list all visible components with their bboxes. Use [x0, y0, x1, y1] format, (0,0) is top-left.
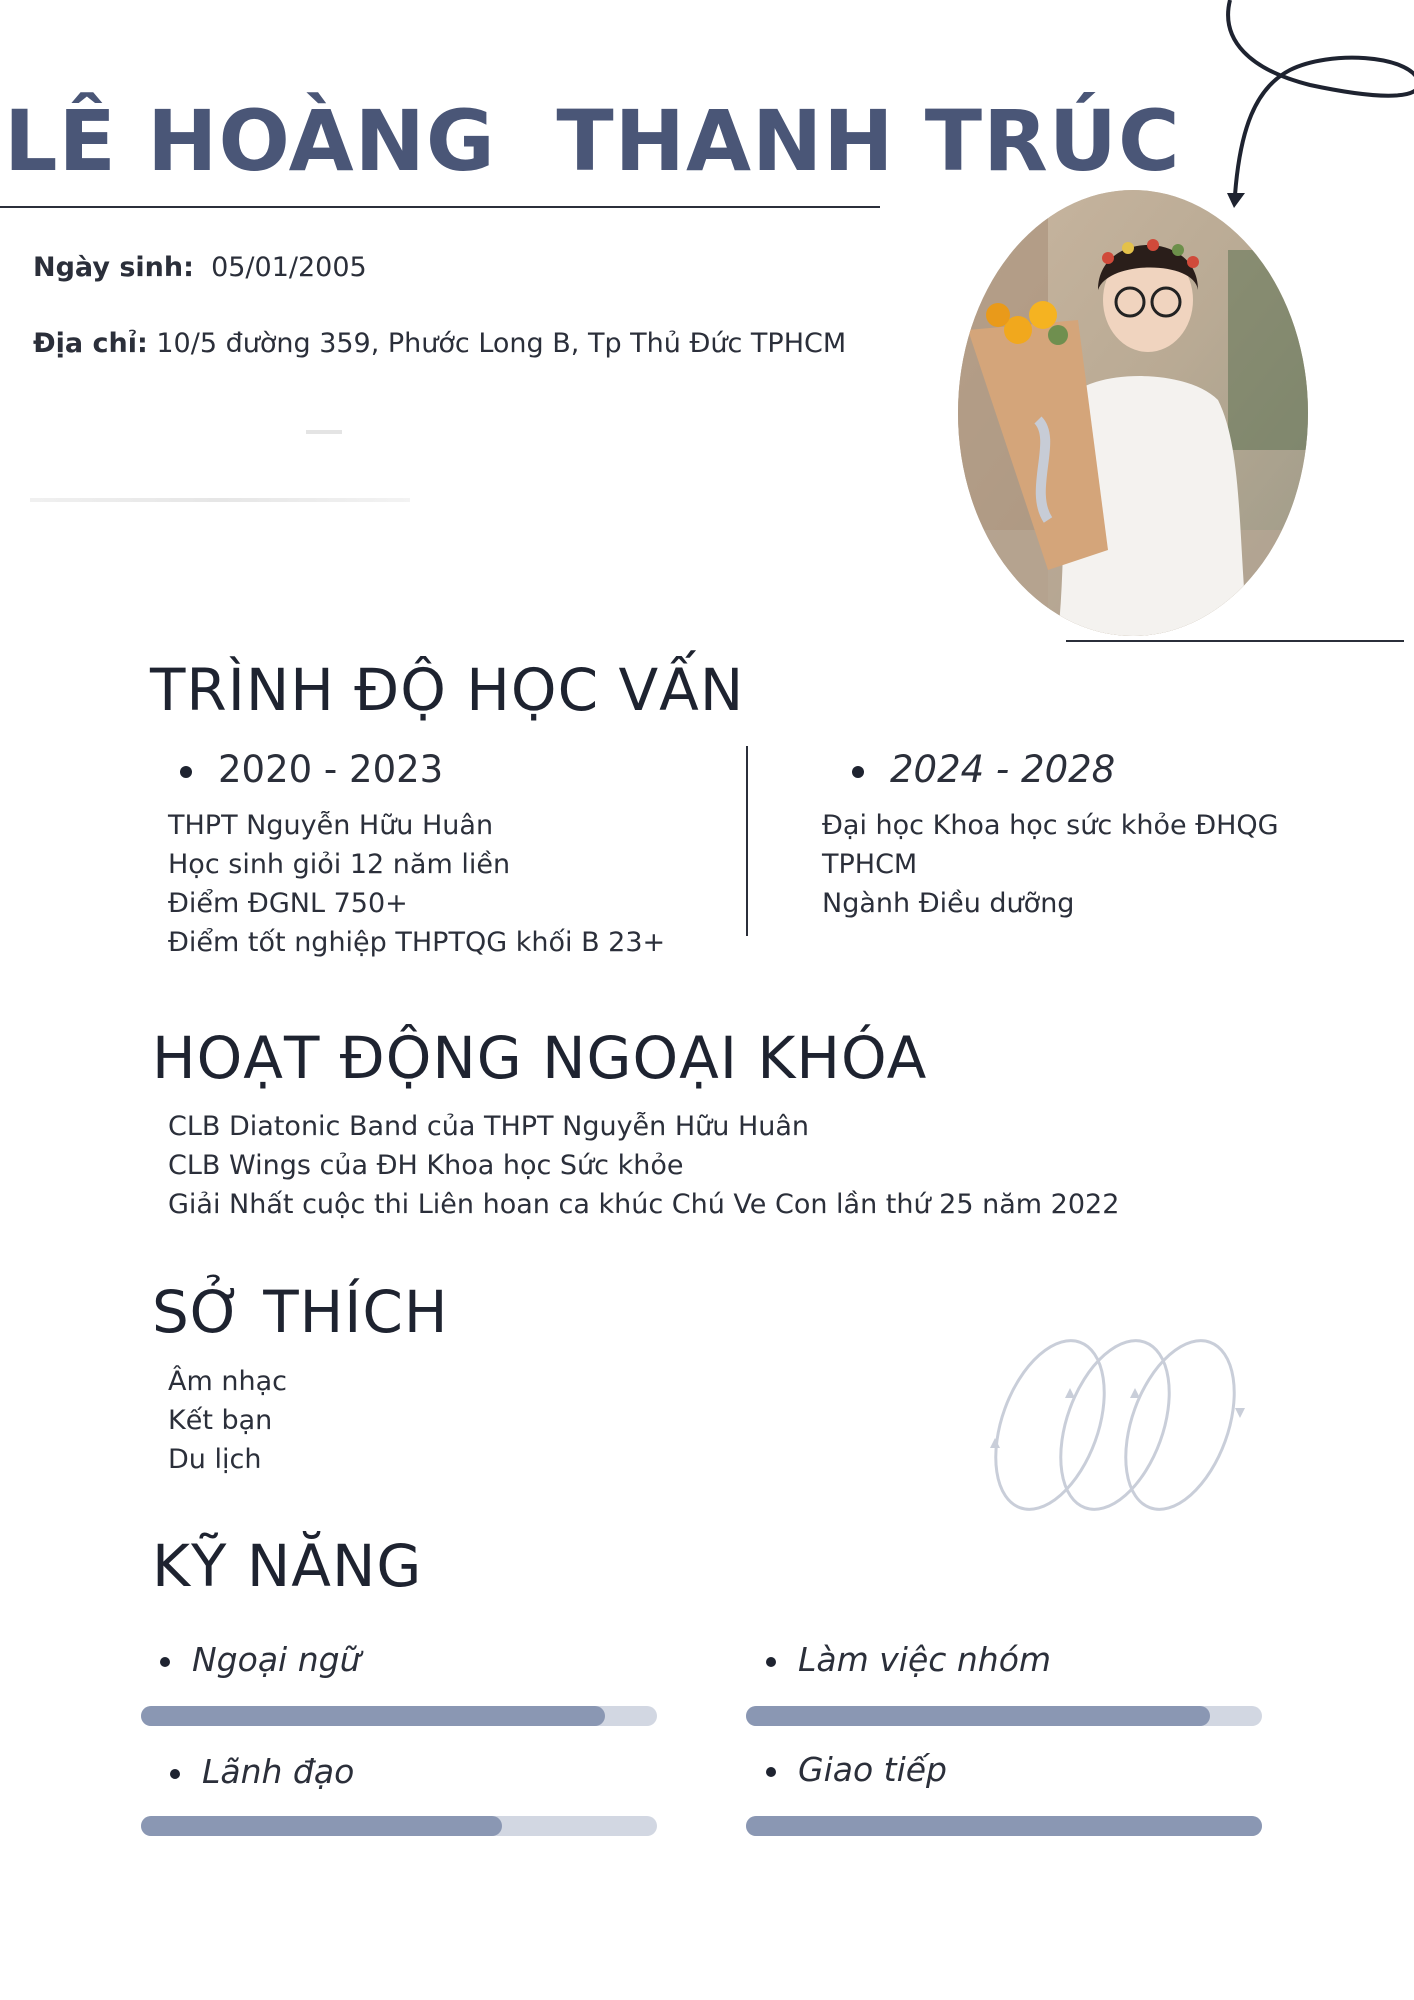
- skill-label: Ngoại ngữ: [192, 1640, 361, 1679]
- education-right-years: [852, 748, 1115, 791]
- redacted-line: [30, 498, 410, 502]
- detail-line: Ngành Điều dưỡng: [822, 888, 1075, 919]
- photo-underline: [1066, 640, 1404, 642]
- skill-bar-track: [746, 1816, 1262, 1836]
- education-title: TRÌNH ĐỘ HỌC VẤN: [150, 656, 745, 724]
- address-value: 10/5 đường 359, Phước Long B, Tp Thủ Đức TPHCM: [156, 328, 847, 359]
- skill-label: Lãnh đạo: [202, 1752, 355, 1791]
- bullet-icon: [160, 1657, 170, 1667]
- bullet-icon: [852, 766, 864, 778]
- skill-communication: [766, 1750, 947, 1789]
- skill-foreign-language: [160, 1640, 360, 1679]
- years-text: 2020 - 2023: [218, 748, 444, 791]
- detail-line: Điểm tốt nghiệp THPTQG khối B 23+: [168, 927, 666, 958]
- address-label: Địa chỉ:: [33, 328, 148, 359]
- address-row: [33, 328, 846, 359]
- person-name: LÊ HOÀNG THANH TRÚC: [4, 92, 1181, 190]
- activity-line: CLB Diatonic Band của THPT Nguyễn Hữu Huân: [168, 1111, 810, 1142]
- redacted-line: [306, 430, 342, 434]
- hobby-line: Kết bạn: [168, 1405, 273, 1436]
- skill-bar-fill: [141, 1816, 502, 1836]
- skill-label: Giao tiếp: [798, 1750, 947, 1789]
- detail-line: Điểm ĐGNL 750+: [168, 888, 408, 919]
- decorative-loop-arrow: [1150, 0, 1414, 210]
- bullet-icon: [180, 766, 192, 778]
- skill-bar-fill: [746, 1816, 1262, 1836]
- education-left-years: [180, 748, 443, 791]
- skills-title: KỸ NĂNG: [152, 1532, 423, 1600]
- hobbies-title: SỞ THÍCH: [152, 1278, 449, 1346]
- detail-line: Học sinh giỏi 12 năm liền: [168, 849, 511, 880]
- years-text: 2024 - 2028: [890, 748, 1116, 791]
- skill-bar-fill: [141, 1706, 605, 1726]
- activity-line: Giải Nhất cuộc thi Liên hoan ca khúc Chú Ve Con lần thứ 25 năm 2022: [168, 1189, 1120, 1220]
- activities-list: [168, 1107, 1119, 1224]
- skill-bar-track: [141, 1706, 657, 1726]
- skill-label: Làm việc nhóm: [798, 1640, 1052, 1679]
- bullet-icon: [170, 1769, 180, 1779]
- skill-bar-track: [141, 1816, 657, 1836]
- dob-value: 05/01/2005: [211, 252, 367, 283]
- education-divider: [746, 746, 748, 936]
- skill-bar-track: [746, 1706, 1262, 1726]
- detail-line: TPHCM: [822, 849, 918, 880]
- education-right-details: [822, 806, 1279, 923]
- bullet-icon: [766, 1767, 776, 1777]
- activities-title: HOẠT ĐỘNG NGOẠI KHÓA: [152, 1024, 928, 1092]
- dob-label: Ngày sinh:: [33, 252, 194, 283]
- hobbies-list: [168, 1362, 287, 1479]
- skill-leadership: [170, 1752, 354, 1791]
- decorative-rings: [980, 1330, 1250, 1520]
- detail-line: Đại học Khoa học sức khỏe ĐHQG: [822, 810, 1279, 841]
- bullet-icon: [766, 1657, 776, 1667]
- portrait-illustration: [958, 190, 1308, 636]
- hobby-line: Âm nhạc: [168, 1366, 287, 1397]
- detail-line: THPT Nguyễn Hữu Huân: [168, 810, 494, 841]
- hobby-line: Du lịch: [168, 1444, 262, 1475]
- activity-line: CLB Wings của ĐH Khoa học Sức khỏe: [168, 1150, 684, 1181]
- skill-teamwork: [766, 1640, 1051, 1679]
- education-left-details: [168, 806, 665, 962]
- profile-photo: [958, 190, 1308, 636]
- name-underline: [0, 206, 880, 208]
- skill-bar-fill: [746, 1706, 1210, 1726]
- dob-row: [33, 252, 367, 283]
